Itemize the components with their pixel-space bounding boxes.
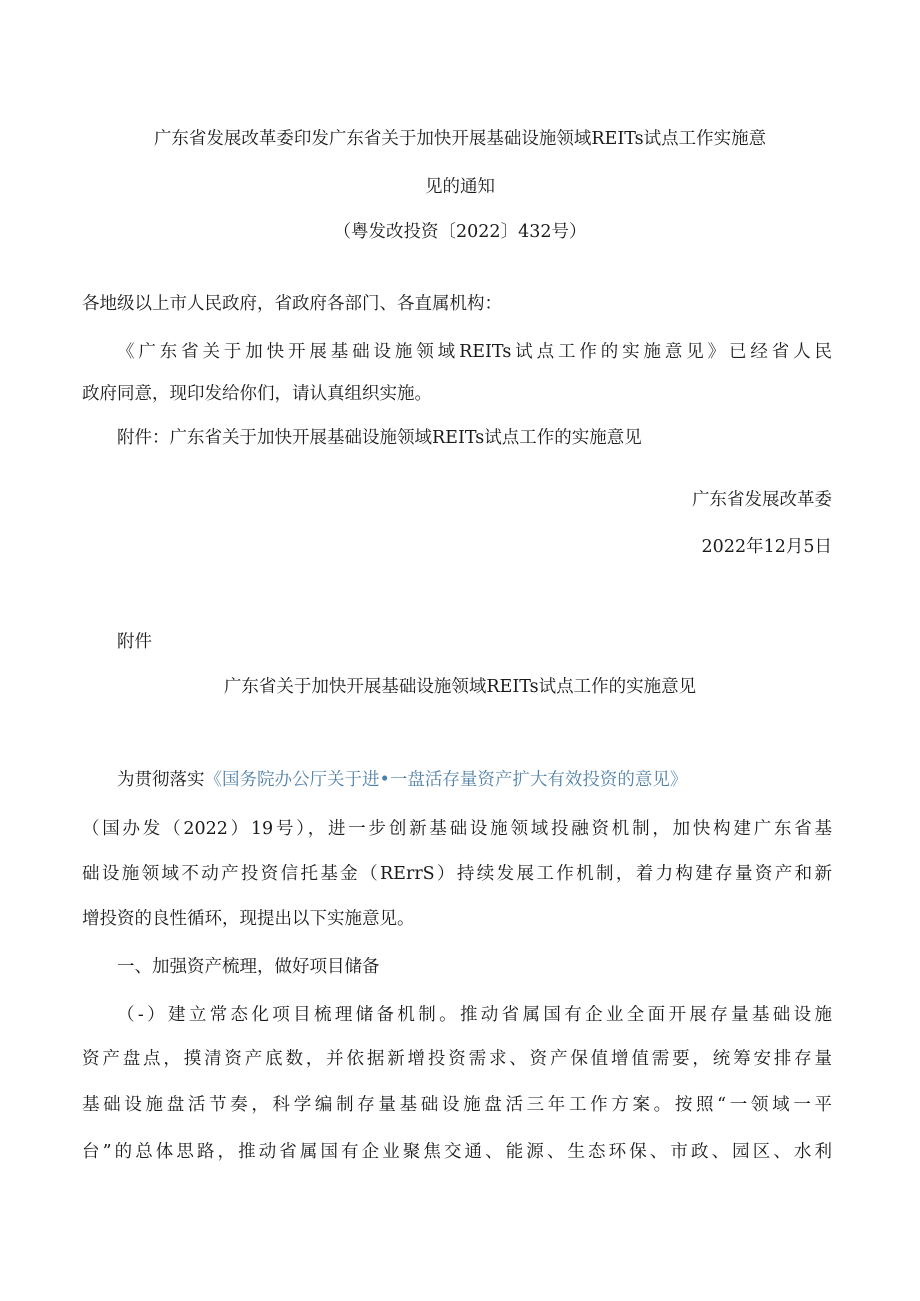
attachment-reference: 附件：广东省关于加快开展基础设施领域REITs试点工作的实施意见 xyxy=(117,428,642,448)
document-title-line-1: 广东省发展改革委印发广东省关于加快开展基础设施领域REITs试点工作实施意 xyxy=(153,129,767,149)
attachment-label: 附件 xyxy=(117,632,152,652)
section-1-para-line-2: 资产盘点，摸清资产底数，并依据新增投资需求、资产保值增值需要，统筹安排存量 xyxy=(82,1049,832,1069)
section-1-para-line-4: 台”的总体思路，推动省属国有企业聚焦交通、能源、生态环保、市政、园区、水利 xyxy=(82,1142,832,1162)
document-title-line-2: 见的通知 xyxy=(425,177,495,197)
section-1-para-line-3: 基础设施盘活节奏，科学编制存量基础设施盘活三年工作方案。按照“一领域一平 xyxy=(82,1095,832,1115)
intro-line-4: 增投资的良性循环，现提出以下实施意见。 xyxy=(82,909,415,929)
intro-prefix: 为贯彻落实 xyxy=(117,770,205,790)
salutation: 各地级以上市人民政府，省政府各部门、各直属机构： xyxy=(82,294,502,314)
policy-document-link[interactable]: 《国务院办公厅关于进•一盘活存量资产扩大有效投资的意见》 xyxy=(204,770,688,790)
attachment-title: 广东省关于加快开展基础设施领域REITs试点工作的实施意见 xyxy=(223,677,697,697)
section-1-para-line-1: （-）建立常态化项目梳理储备机制。推动省属国有企业全面开展存量基础设施 xyxy=(117,1005,832,1025)
intro-line-3: 础设施领域不动产投资信托基金（RErrS）持续发展工作机制，着力构建存量资产和新 xyxy=(82,864,832,884)
notice-body-line-1: 《广东省关于加快开展基础设施领域REITs试点工作的实施意见》已经省人民 xyxy=(117,342,832,362)
intro-line-2: （国办发（2022）19号），进一步创新基础设施领域投融资机制，加快构建广东省基 xyxy=(82,819,832,839)
intro-line-1 xyxy=(117,768,687,792)
section-1-heading: 一、加强资产梳理，做好项目储备 xyxy=(117,957,380,977)
notice-body-line-2: 政府同意，现印发给你们，请认真组织实施。 xyxy=(82,384,432,404)
signature-organization: 广东省发展改革委 xyxy=(692,490,832,510)
signature-date: 2022年12月5日 xyxy=(701,537,832,557)
document-number: （粤发改投资〔2022〕432号） xyxy=(333,222,587,242)
